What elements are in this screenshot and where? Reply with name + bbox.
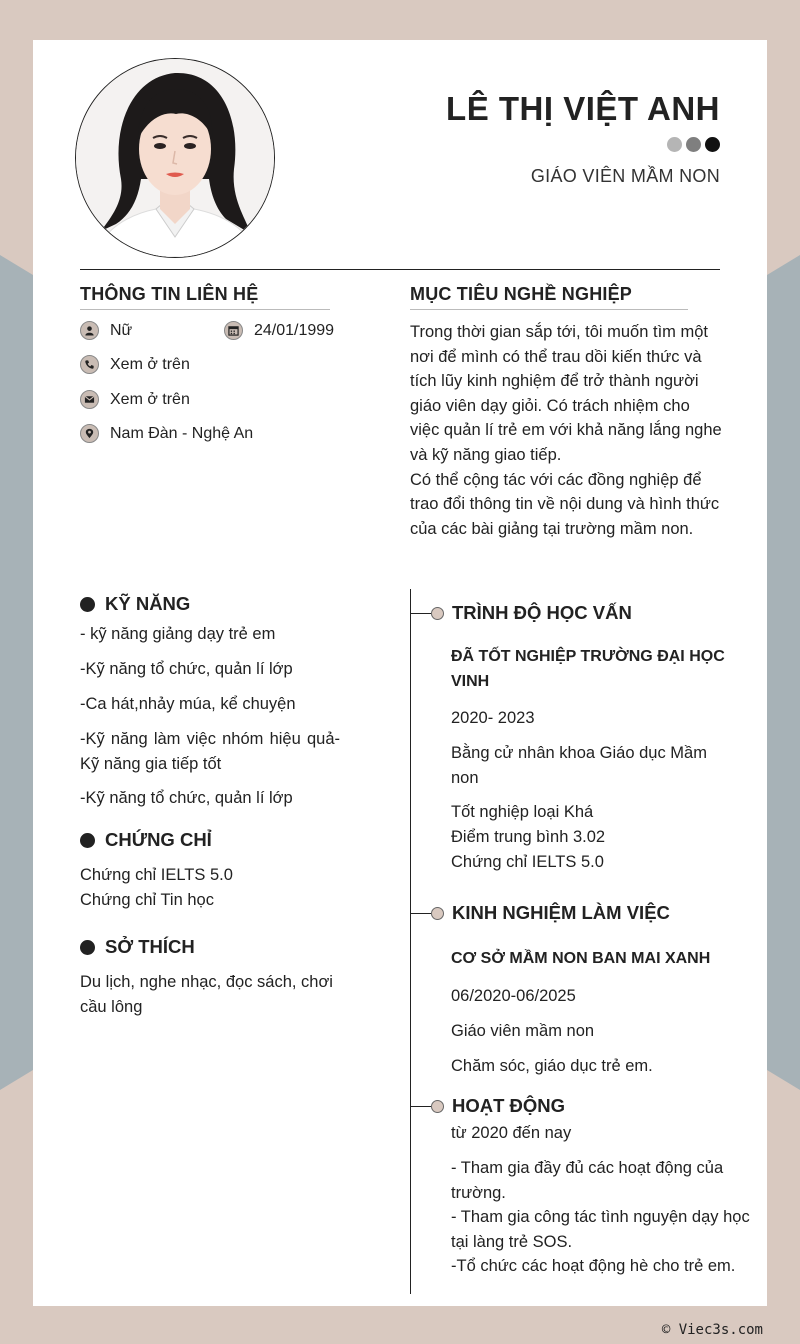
experience-heading bbox=[410, 902, 670, 924]
skill-item: -Kỹ năng tổ chức, quản lí lớp bbox=[80, 789, 293, 807]
bullet-icon bbox=[80, 833, 95, 848]
location-pin-icon bbox=[80, 424, 99, 443]
contact-email bbox=[80, 390, 190, 409]
objective-paragraph-1: Trong thời gian sắp tới, tôi muốn tìm một nơi để mình có thể trau dồi kiến thức và tích lũy kinh nghiệm để trở thành người giáo viên dạy giỏi. Có trách nhiệm cho việc quản lí trẻ em với khả năng lắng nghe và kỹ năng giao tiếp. bbox=[410, 323, 722, 464]
gender-value: Nữ bbox=[110, 321, 133, 339]
experience-company: CƠ SỞ MẦM NON BAN MAI XANH bbox=[451, 950, 711, 967]
profile-photo bbox=[75, 58, 275, 258]
timeline-node bbox=[431, 1100, 444, 1113]
activities-period: từ 2020 đến nay bbox=[451, 1124, 572, 1142]
education-degree: Bằng cử nhân khoa Giáo dục Mầm non bbox=[451, 744, 707, 787]
phone-value: Xem ở trên bbox=[110, 355, 190, 373]
experience-period: 06/2020-06/2025 bbox=[451, 987, 576, 1005]
skill-item: -Kỹ năng tổ chức, quản lí lớp bbox=[80, 660, 293, 678]
timeline-node bbox=[431, 607, 444, 620]
objective-title: MỤC TIÊU NGHỀ NGHIỆP bbox=[410, 284, 633, 304]
activity-item: - Tham gia công tác tình nguyện dạy học tại làng trẻ SOS. bbox=[451, 1208, 750, 1251]
education-title: TRÌNH ĐỘ HỌC VẤN bbox=[452, 602, 632, 623]
footer-credit: © Viec3s.com bbox=[661, 1322, 763, 1338]
email-icon bbox=[80, 390, 99, 409]
hobbies-heading bbox=[80, 936, 195, 958]
objective-paragraph-2: Có thể cộng tác với các đồng nghiệp để trao đổi thông tin về nội dung và hình thức của các bài giảng tại trường mầm non. bbox=[410, 470, 720, 538]
dot-light bbox=[667, 137, 682, 152]
person-icon bbox=[80, 321, 99, 340]
bullet-icon bbox=[80, 940, 95, 955]
skill-item: -Ca hát,nhảy múa, kể chuyện bbox=[80, 695, 296, 713]
decorative-dots bbox=[667, 137, 720, 152]
education-detail: Tốt nghiệp loại Khá bbox=[451, 803, 594, 821]
contact-birthday bbox=[224, 321, 334, 340]
activities-title: HOẠT ĐỘNG bbox=[452, 1095, 566, 1116]
skills-heading bbox=[80, 593, 190, 615]
education-heading bbox=[410, 602, 632, 624]
certificates-title: CHỨNG CHỈ bbox=[105, 829, 212, 850]
dot-mid bbox=[686, 137, 701, 152]
activity-item: - Tham gia đầy đủ các hoạt động của trường. bbox=[451, 1159, 724, 1202]
objective-underline bbox=[410, 309, 688, 310]
education-detail: Điểm trung bình 3.02 bbox=[451, 828, 606, 846]
skill-item: -Kỹ năng làm việc nhóm hiệu quả-Kỹ năng gia tiếp tốt bbox=[80, 730, 340, 773]
experience-position: Giáo viên mầm non bbox=[451, 1022, 595, 1040]
experience-title: KINH NGHIỆM LÀM VIỆC bbox=[452, 902, 670, 923]
email-value: Xem ở trên bbox=[110, 390, 190, 408]
phone-icon bbox=[80, 355, 99, 374]
hobbies-title: SỞ THÍCH bbox=[105, 936, 195, 957]
skills-title: KỸ NĂNG bbox=[105, 593, 191, 614]
contact-gender bbox=[80, 321, 132, 340]
experience-description: Chăm sóc, giáo dục trẻ em. bbox=[451, 1057, 653, 1075]
education-detail: Chứng chỉ IELTS 5.0 bbox=[451, 853, 604, 871]
certificates-heading bbox=[80, 829, 212, 851]
calendar-icon bbox=[224, 321, 243, 340]
timeline-node bbox=[431, 907, 444, 920]
bullet-icon bbox=[80, 597, 95, 612]
address-value: Nam Đàn - Nghệ An bbox=[110, 424, 254, 442]
timeline-line bbox=[410, 589, 411, 1294]
candidate-role: GIÁO VIÊN MẦM NON bbox=[530, 166, 720, 186]
contact-address bbox=[80, 424, 253, 443]
dot-dark bbox=[705, 137, 720, 152]
activities-heading bbox=[410, 1095, 565, 1117]
objective-text bbox=[410, 320, 722, 541]
header-divider bbox=[80, 269, 720, 270]
candidate-name: LÊ THỊ VIỆT ANH bbox=[446, 90, 720, 127]
certificate-item: Chứng chỉ IELTS 5.0 bbox=[80, 866, 233, 884]
contact-phone bbox=[80, 355, 190, 374]
skill-item: - kỹ năng giảng dạy trẻ em bbox=[80, 625, 276, 643]
hobbies-text: Du lịch, nghe nhạc, đọc sách, chơi cầu lông bbox=[80, 973, 333, 1016]
education-school: ĐÃ TỐT NGHIỆP TRƯỜNG ĐẠI HỌC VINH bbox=[451, 648, 725, 690]
contact-title: THÔNG TIN LIÊN HỆ bbox=[80, 284, 259, 304]
activity-item: -Tổ chức các hoạt động hè cho trẻ em. bbox=[451, 1257, 736, 1275]
certificate-item: Chứng chỉ Tin học bbox=[80, 891, 214, 909]
education-period: 2020- 2023 bbox=[451, 709, 535, 727]
birthday-value: 24/01/1999 bbox=[254, 321, 335, 339]
contact-underline bbox=[80, 309, 330, 310]
